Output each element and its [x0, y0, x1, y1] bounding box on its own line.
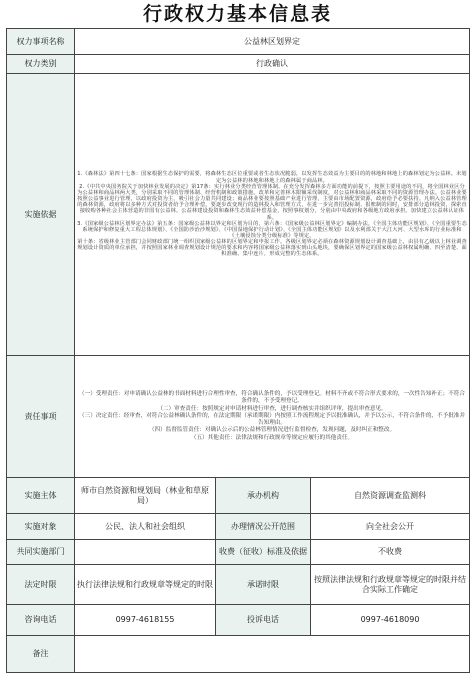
responsibility-item: （五）其他责任：法律法规和行政规章等规定应履行的其他责任。 — [190, 434, 354, 441]
row-remark — [7, 636, 470, 673]
basis-paragraph: 3.《国家级公益林区划界定办法》第五条：国家级公益林以界定和区划为目的，第六条：《国家级公益林区划界定》编制办法，《全国主体功能区规划》、《全国重要生态系统保护和修复重大工程总体规划》、《全国防沙治沙规划》、《中国湿地保护行动计划》、《全国主体功能区规划》以及水利部关于大江大河、大型水库的行业标准和《土壤侵蚀分类分级标准》等规定。 — [77, 220, 467, 239]
power-name-label: 权力事项名称 — [7, 29, 75, 55]
info-table — [6, 28, 470, 673]
basis-content — [75, 74, 470, 356]
responsibility-item: （三）决定责任：经审查，对符合公益林确认条件的，在法定期限（承诺期限）内按照工作流程规定予以批准确认，并予以公示，不符合条件的，不予批准并告知理由。 — [79, 412, 465, 427]
subject-label: 实施主体 — [7, 478, 75, 514]
responsibility-content — [75, 356, 470, 478]
promised-time-value: 按照法律法规和行政规章等规定的时限并结合实际工作确定 — [311, 565, 470, 605]
responsibility-item: （一）受理责任：对申请确认公益林的书面材料进行合理性审查，符合确认条件的，予以受理登记。材料不齐或不符合形式要求的，一次性告知补正；不符合条件的，不予受理登记。 — [79, 391, 465, 405]
responsibility-label: 责任事项 — [7, 356, 75, 478]
page-title: 行政权力基本信息表 — [142, 3, 332, 25]
legal-time-value: 执行法律法规和行政规章等规定的时限 — [75, 565, 216, 605]
power-category-value: 行政确认 — [75, 55, 470, 74]
responsibility-item: （四）监督监管责任：对确认公示后的公益林管理情况进行监督检查，发现问题，及时纠正和整改。 — [148, 427, 396, 434]
consult-phone-label: 咨询电话 — [7, 605, 75, 636]
basis-paragraph: 2.《中共中央国务院关于加快林业发展的决定》第17条：实行林业分类经营管理体制。在充分发挥森林多方面功能的前提下，按照主要用途的不同，将全国林业区分为公益林和商品林两大类，分别采取不同的管理体制、经营机制和政策措施。改革和完善林木限额采伐制度，对公益林和商品林采取不同的资源管理办法。公益林业要按照公益事业进行管理，以政府投资为主，吸引社会力量共同建设；商品林业要按照基础产业进行管理，主要由市场配置资源，政府给予必要扶持。凡纳入公益林管理的森林资源，政府将以多种方式对投资者给予合理补偿。要逐步改变现行的造林投入和管理方式，在进一步完善招投标制、报账制的同时，安排部分造林投资，探索直接收购各种社会主体营造的非国有公益林。公益林建设投资和森林生态效益补偿基金，按照事权划分，分别由中央政府和各级地方政府承担。加快建立公益林认证体系。 — [77, 183, 467, 221]
subject-value: 师市自然资源和规划局（林业和草原局） — [75, 478, 216, 514]
basis-label: 实施依据 — [7, 74, 75, 356]
row-phone — [7, 605, 470, 636]
row-power-name — [7, 29, 470, 55]
agency-label: 承办机构 — [216, 478, 311, 514]
joint-dept-label: 共同实施部门 — [7, 540, 75, 565]
basis-paragraph: 1.《森林法》第四十七条：国家根据生态保护的需要，将森林生态区位重要或者生态状况脆弱，以发挥生态效益为主要目的的林地和林地上的森林划定为公益林。未划定为公益林的林地和林地上的森林属于商品林。 — [77, 171, 467, 184]
promised-time-label: 承诺时限 — [216, 565, 311, 605]
disclosure-label: 办理情况公开范围 — [216, 514, 311, 540]
complaint-phone-label: 投诉电话 — [216, 605, 311, 636]
row-responsibility — [7, 356, 470, 478]
row-basis — [7, 74, 470, 356]
target-label: 实施对象 — [7, 514, 75, 540]
consult-phone-value: 0997-4618155 — [75, 605, 216, 636]
fee-label: 收费（征收）标准及依据 — [216, 540, 311, 565]
row-joint — [7, 540, 470, 565]
power-name-value: 公益林区划界定 — [75, 29, 470, 55]
row-power-category — [7, 55, 470, 74]
responsibility-item: （二）审查责任：按照规定对申请材料进行审查，进行调查核实并组织评审，提出审查意见。 — [157, 405, 387, 412]
row-subject — [7, 478, 470, 514]
target-value: 公民、法人和社会组织 — [75, 514, 216, 540]
row-time-limit — [7, 565, 470, 605]
remark-value — [75, 636, 470, 673]
row-target — [7, 514, 470, 540]
fee-value: 不收费 — [311, 540, 470, 565]
complaint-phone-value: 0997-4618090 — [311, 605, 470, 636]
power-category-label: 权力类别 — [7, 55, 75, 74]
agency-value: 自然资源调查监测科 — [311, 478, 470, 514]
legal-time-label: 法定时限 — [7, 565, 75, 605]
remark-label: 备注 — [7, 636, 75, 673]
joint-dept-value — [75, 540, 216, 565]
disclosure-value: 向全社会公开 — [311, 514, 470, 540]
basis-paragraph: 第十条：省级林业主管部门会同财政部门统一组织国家级公益林的区划界定和申报工作。各级区划界定必须在森林资源规划设计调查基础上，由县有乙级以上林业调查规划设计资质的单位承担，并按照国家林业调查规划设计规范的要求和内容将国家级公益林落实到山头地块，要确保区划界定的国家级公益林权属明确、四至清楚、面积准确、集中连片，形成完整的生态体系。 — [77, 239, 467, 258]
